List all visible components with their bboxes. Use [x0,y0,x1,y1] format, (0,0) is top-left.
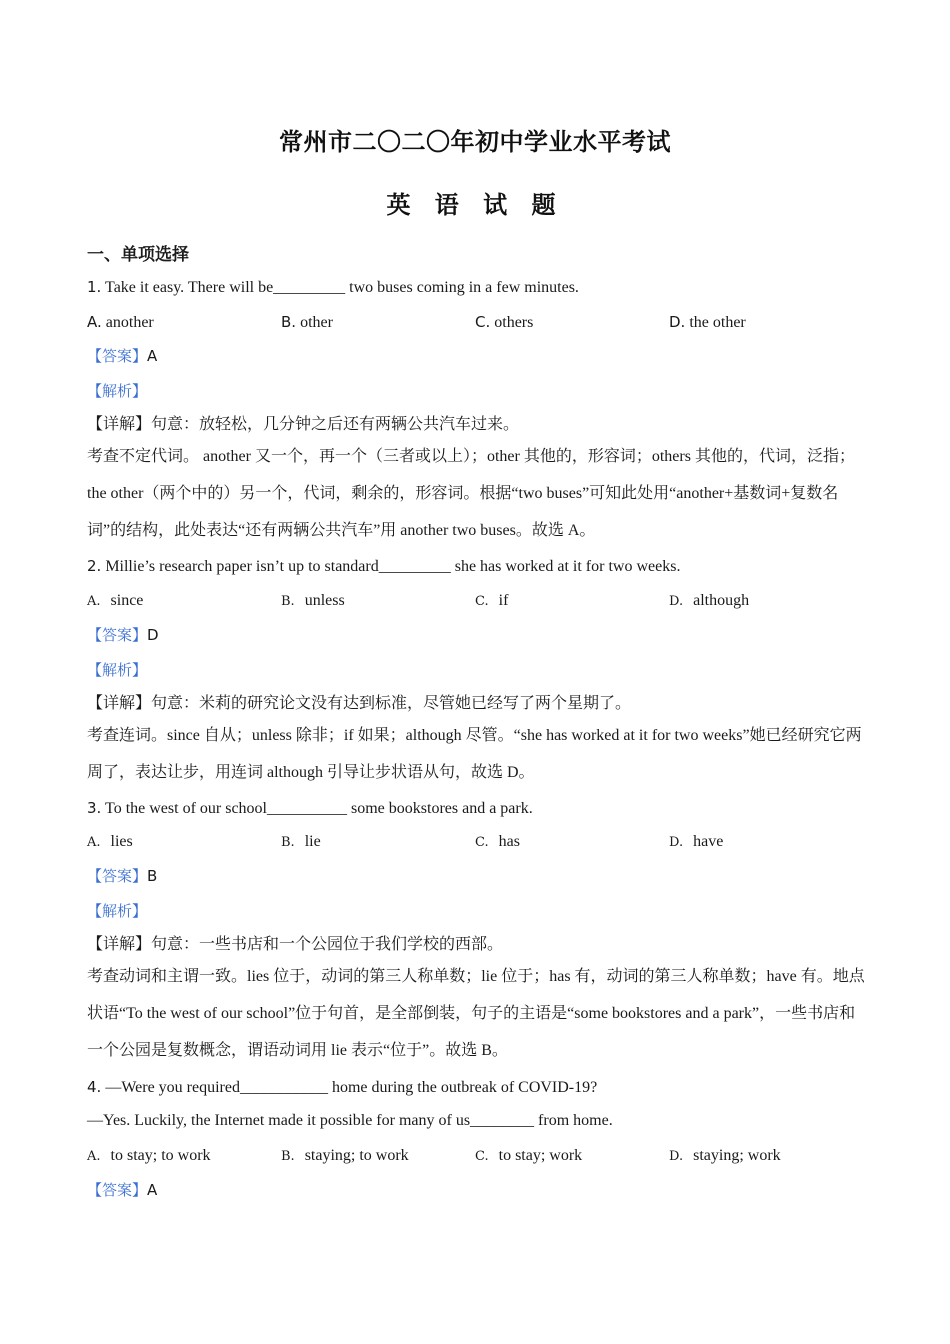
question-text: —Were you required___________ home during the outbreak of COVID-19? [105,1079,598,1096]
detail-line [87,934,503,956]
option-a [87,311,154,334]
detail-text: 句意：放轻松，几分钟之后还有两辆公共汽车过来。 [151,416,520,433]
option-letter: C. [475,313,491,331]
option-text: the other [689,314,746,331]
option-letter: A. [87,1149,101,1164]
option-a [87,590,143,613]
analysis-line [87,380,147,403]
option-text: if [498,592,509,609]
detail-label: 【详解】 [87,416,152,433]
explanation-text: 考查连词。since 自从；unless 除非；if 如果；although 尽管。“she has worked at it for two weeks”她已经研究它两周了，表达让步，用连词 although 引导让步状语从句，故选 D。 [87,727,862,781]
answer-label: 【答案】 [87,626,148,644]
exam-subtitle: 英 语 试 题 [386,191,564,219]
question-number: 3. [87,799,102,817]
option-text: lies [110,833,133,850]
analysis-line [87,659,147,682]
detail-text: 句意：一些书店和一个公园位于我们学校的西部。 [151,936,504,953]
answer-label: 【答案】 [87,867,148,885]
analysis-label: 【解析】 [87,661,148,679]
exam-title: 常州市二〇二〇年初中学业水平考试 [279,128,671,156]
analysis-label: 【解析】 [87,382,148,400]
option-b [281,831,321,854]
option-letter: D. [669,313,686,331]
option-b [281,590,345,613]
question-number: 2. [87,557,102,575]
answer-line [87,865,157,888]
option-letter: A. [87,313,102,331]
option-text: staying; to work [304,1147,409,1164]
analysis-label: 【解析】 [87,902,148,920]
option-letter: D. [669,1149,684,1164]
option-b [281,1145,409,1168]
option-text: others [494,314,534,331]
question-4-line-2: —Yes. Luckily, the Internet made it possible for many of us________ from home. [87,1112,613,1129]
option-text: other [300,314,333,331]
answer-value: D [147,626,159,644]
option-text: another [105,314,154,331]
option-b [281,311,333,334]
option-text: to stay; work [498,1147,583,1164]
question-text: Millie’s research paper isn’t up to standard_________ she has worked at it for two weeks. [105,558,681,575]
option-a [87,831,133,854]
explanation-text: 考查动词和主谓一致。lies 位于，动词的第三人称单数；lie 位于；has 有，动词的第三人称单数；have 有。地点状语“To the west of our school”位于句首，是全部倒装，句子的主语是“some bookstores and a park”，一些书店和一个公园是复数概念，谓语动词用 lie 表示“位于”。故选 B。 [87,968,865,1059]
option-c [475,590,508,613]
option-letter: A. [87,594,101,609]
question-text: To the west of our school__________ some bookstores and a park. [105,800,533,817]
option-text: since [110,592,144,609]
question-2 [87,555,680,578]
option-a [87,1145,211,1168]
section-heading: 一、单项选择 [87,245,189,265]
detail-label: 【详解】 [87,936,152,953]
question-3 [87,797,533,820]
option-letter: A. [87,835,101,850]
question-number: 4. [87,1078,102,1096]
option-d [669,831,723,854]
option-letter: B. [281,1149,295,1164]
answer-line [87,624,159,647]
option-letter: B. [281,594,295,609]
option-letter: B. [281,313,297,331]
question-1 [87,276,579,299]
answer-value: A [147,347,158,365]
answer-line [87,345,157,368]
option-d [669,590,749,613]
option-text: lie [304,833,321,850]
question-number: 1. [87,278,102,296]
option-text: unless [304,592,345,609]
detail-label: 【详解】 [87,695,152,712]
option-text: have [693,833,724,850]
detail-line [87,693,631,715]
question-text: Take it easy. There will be_________ two buses coming in a few minutes. [105,279,579,296]
explanation-text: 考查不定代词。 another 又一个，再一个（三者或以上）；other 其他的，形容词；others 其他的，代词，泛指；the other（两个中的）另一个，代词，剩余的，形容词。根据“two buses”可知此处用“another+基数词+复数名词”的结构，此处表达“还有两辆公共汽车”用 another two buses。故选 A。 [87,448,855,539]
option-c [475,1145,582,1168]
option-text: has [498,833,520,850]
answer-value: B [147,867,158,885]
option-text: staying; work [693,1147,781,1164]
option-letter: C. [475,1149,489,1164]
answer-label: 【答案】 [87,347,148,365]
detail-text: 句意：米莉的研究论文没有达到标准，尽管她已经写了两个星期了。 [151,695,632,712]
option-d [669,1145,781,1168]
answer-label: 【答案】 [87,1181,148,1199]
option-letter: C. [475,594,489,609]
option-text: although [693,592,750,609]
option-letter: B. [281,835,295,850]
answer-line [87,1179,157,1202]
option-text: to stay; to work [110,1147,211,1164]
detail-line [87,414,519,436]
question-4 [87,1076,597,1099]
answer-value: A [147,1181,158,1199]
option-letter: C. [475,835,489,850]
option-d [669,311,746,334]
option-letter: D. [669,835,684,850]
analysis-line [87,900,147,923]
option-c [475,311,533,334]
option-letter: D. [669,594,684,609]
option-c [475,831,520,854]
